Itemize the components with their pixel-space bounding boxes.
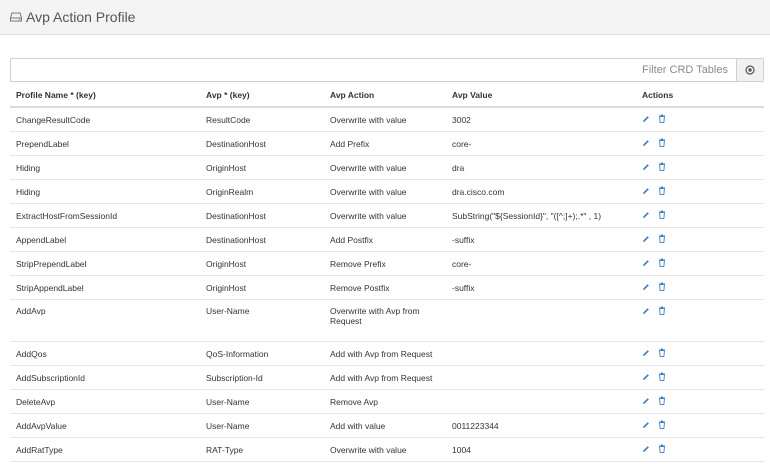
cell-avp-action: Overwrite with value: [324, 180, 446, 204]
table-row[interactable]: [10, 300, 764, 342]
filter-input[interactable]: [11, 59, 736, 81]
delete-button[interactable]: [658, 138, 666, 149]
cell-profile-name: AddRatType: [10, 438, 200, 462]
row-actions: [642, 114, 764, 125]
cell-avp: Subscription-Id: [200, 366, 324, 390]
trash-icon: [658, 372, 666, 383]
column-header-avp-value[interactable]: Avp Value: [446, 84, 636, 107]
table-row[interactable]: [10, 438, 764, 462]
cell-avp: DestinationHost: [200, 132, 324, 156]
column-header-profile-name[interactable]: Profile Name * (key): [10, 84, 200, 107]
page-header: [0, 0, 770, 35]
delete-button[interactable]: [658, 186, 666, 197]
filter-clear-button[interactable]: [736, 59, 763, 81]
cell-avp-action: Add Postfix: [324, 228, 446, 252]
cell-avp: OriginHost: [200, 252, 324, 276]
cell-avp-value: dra: [446, 156, 636, 180]
edit-button[interactable]: [642, 139, 650, 149]
cell-actions: [636, 132, 764, 156]
table-row[interactable]: [10, 132, 764, 156]
edit-button[interactable]: [642, 445, 650, 455]
delete-button[interactable]: [658, 396, 666, 407]
cell-avp-value: [446, 366, 636, 390]
cell-avp-action: Remove Avp: [324, 390, 446, 414]
table-row[interactable]: [10, 228, 764, 252]
table-row[interactable]: [10, 204, 764, 228]
cell-avp: OriginHost: [200, 156, 324, 180]
cell-avp-action: Add with Avp from Request: [324, 342, 446, 366]
column-header-actions: Actions: [636, 84, 764, 107]
row-actions: [642, 258, 764, 269]
delete-button[interactable]: [658, 234, 666, 245]
cell-actions: [636, 107, 764, 132]
trash-icon: [658, 186, 666, 197]
cell-profile-name: AddSubscriptionId: [10, 366, 200, 390]
pencil-icon: [642, 235, 650, 245]
cell-avp-value: core-: [446, 252, 636, 276]
cell-actions: [636, 228, 764, 252]
trash-icon: [658, 348, 666, 359]
trash-icon: [658, 234, 666, 245]
page-title: Avp Action Profile: [26, 9, 136, 25]
cell-avp: ResultCode: [200, 107, 324, 132]
column-header-avp-action[interactable]: Avp Action: [324, 84, 446, 107]
cell-avp-action: Overwrite with value: [324, 204, 446, 228]
pencil-icon: [642, 445, 650, 455]
cell-profile-name: AppendLabel: [10, 228, 200, 252]
pencil-icon: [642, 283, 650, 293]
edit-button[interactable]: [642, 283, 650, 293]
delete-button[interactable]: [658, 444, 666, 455]
cell-avp-value: 0011223344: [446, 414, 636, 438]
edit-button[interactable]: [642, 373, 650, 383]
pencil-icon: [642, 115, 650, 125]
pencil-icon: [642, 307, 650, 317]
cell-avp-action: Overwrite with Avp from Request: [324, 300, 446, 342]
cell-profile-name: DeleteAvp: [10, 390, 200, 414]
pencil-icon: [642, 397, 650, 407]
row-actions: [642, 306, 764, 317]
trash-icon: [658, 138, 666, 149]
pencil-icon: [642, 187, 650, 197]
trash-icon: [658, 258, 666, 269]
clear-circle-icon: [745, 65, 755, 75]
table-row[interactable]: [10, 390, 764, 414]
cell-avp: OriginHost: [200, 276, 324, 300]
trash-icon: [658, 306, 666, 317]
cell-profile-name: PrependLabel: [10, 132, 200, 156]
cell-profile-name: Hiding: [10, 180, 200, 204]
row-actions: [642, 210, 764, 221]
cell-avp-value: 1004: [446, 438, 636, 462]
trash-icon: [658, 444, 666, 455]
delete-button[interactable]: [658, 306, 666, 317]
row-actions: [642, 186, 764, 197]
cell-avp-value: core-: [446, 132, 636, 156]
row-actions: [642, 348, 764, 359]
row-actions: [642, 420, 764, 431]
row-actions: [642, 138, 764, 149]
edit-button[interactable]: [642, 307, 650, 317]
edit-button[interactable]: [642, 235, 650, 245]
delete-button[interactable]: [658, 372, 666, 383]
edit-button[interactable]: [642, 115, 650, 125]
cell-avp-value: -suffix: [446, 228, 636, 252]
cell-actions: [636, 390, 764, 414]
table-row[interactable]: [10, 156, 764, 180]
cell-avp-value: -suffix: [446, 276, 636, 300]
delete-button[interactable]: [658, 282, 666, 293]
table-row[interactable]: [10, 252, 764, 276]
cell-profile-name: ExtractHostFromSessionId: [10, 204, 200, 228]
cell-profile-name: StripAppendLabel: [10, 276, 200, 300]
delete-button[interactable]: [658, 348, 666, 359]
pencil-icon: [642, 259, 650, 269]
avp-action-table: [10, 84, 764, 462]
trash-icon: [658, 114, 666, 125]
cell-avp: QoS-Information: [200, 342, 324, 366]
cell-avp-action: Add with Avp from Request: [324, 366, 446, 390]
cell-avp-value: [446, 342, 636, 366]
delete-button[interactable]: [658, 162, 666, 173]
cell-avp-action: Add Prefix: [324, 132, 446, 156]
cell-avp-action: Remove Prefix: [324, 252, 446, 276]
cell-avp: User-Name: [200, 390, 324, 414]
cell-avp: RAT-Type: [200, 438, 324, 462]
table-header-row: [10, 84, 764, 107]
table-row[interactable]: [10, 180, 764, 204]
cell-actions: [636, 366, 764, 390]
cell-actions: [636, 342, 764, 366]
pencil-icon: [642, 421, 650, 431]
filter-bar: [10, 58, 764, 82]
delete-button[interactable]: [658, 258, 666, 269]
cell-profile-name: Hiding: [10, 156, 200, 180]
column-header-avp[interactable]: Avp * (key): [200, 84, 324, 107]
table-row[interactable]: [10, 107, 764, 132]
row-actions: [642, 234, 764, 245]
edit-button[interactable]: [642, 259, 650, 269]
trash-icon: [658, 420, 666, 431]
cell-avp-action: Overwrite with value: [324, 438, 446, 462]
delete-button[interactable]: [658, 210, 666, 221]
pencil-icon: [642, 349, 650, 359]
cell-avp-value: 3002: [446, 107, 636, 132]
cell-actions: [636, 156, 764, 180]
cell-avp-action: Add with value: [324, 414, 446, 438]
pencil-icon: [642, 163, 650, 173]
cell-actions: [636, 204, 764, 228]
cell-avp: User-Name: [200, 414, 324, 438]
cell-actions: [636, 276, 764, 300]
edit-button[interactable]: [642, 397, 650, 407]
row-actions: [642, 162, 764, 173]
trash-icon: [658, 210, 666, 221]
cell-profile-name: AddQos: [10, 342, 200, 366]
cell-avp: User-Name: [200, 300, 324, 342]
pencil-icon: [642, 139, 650, 149]
row-actions: [642, 444, 764, 455]
trash-icon: [658, 396, 666, 407]
cell-actions: [636, 252, 764, 276]
row-actions: [642, 372, 764, 383]
edit-button[interactable]: [642, 421, 650, 431]
trash-icon: [658, 162, 666, 173]
trash-icon: [658, 282, 666, 293]
cell-avp: DestinationHost: [200, 204, 324, 228]
pencil-icon: [642, 211, 650, 221]
cell-profile-name: ChangeResultCode: [10, 107, 200, 132]
pencil-icon: [642, 373, 650, 383]
cell-avp-value: dra.cisco.com: [446, 180, 636, 204]
cell-profile-name: StripPrependLabel: [10, 252, 200, 276]
edit-button[interactable]: [642, 211, 650, 221]
cell-profile-name: AddAvp: [10, 300, 200, 342]
cell-actions: [636, 180, 764, 204]
edit-button[interactable]: [642, 187, 650, 197]
delete-button[interactable]: [658, 114, 666, 125]
table-row[interactable]: [10, 366, 764, 390]
cell-avp-value: [446, 390, 636, 414]
cell-avp-action: Overwrite with value: [324, 156, 446, 180]
table-row[interactable]: [10, 414, 764, 438]
cell-profile-name: AddAvpValue: [10, 414, 200, 438]
delete-button[interactable]: [658, 420, 666, 431]
row-actions: [642, 282, 764, 293]
cell-avp-value: SubString("${SessionId}", "([^;]+);.*" , 1): [446, 204, 636, 228]
cell-avp: DestinationHost: [200, 228, 324, 252]
cell-actions: [636, 438, 764, 462]
cell-actions: [636, 300, 764, 342]
cell-avp-action: Remove Postfix: [324, 276, 446, 300]
hdd-icon: [10, 12, 22, 22]
cell-avp-value: [446, 300, 636, 342]
edit-button[interactable]: [642, 349, 650, 359]
edit-button[interactable]: [642, 163, 650, 173]
row-actions: [642, 396, 764, 407]
table-row[interactable]: [10, 276, 764, 300]
table-row[interactable]: [10, 342, 764, 366]
cell-actions: [636, 414, 764, 438]
cell-avp: OriginRealm: [200, 180, 324, 204]
cell-avp-action: Overwrite with value: [324, 107, 446, 132]
